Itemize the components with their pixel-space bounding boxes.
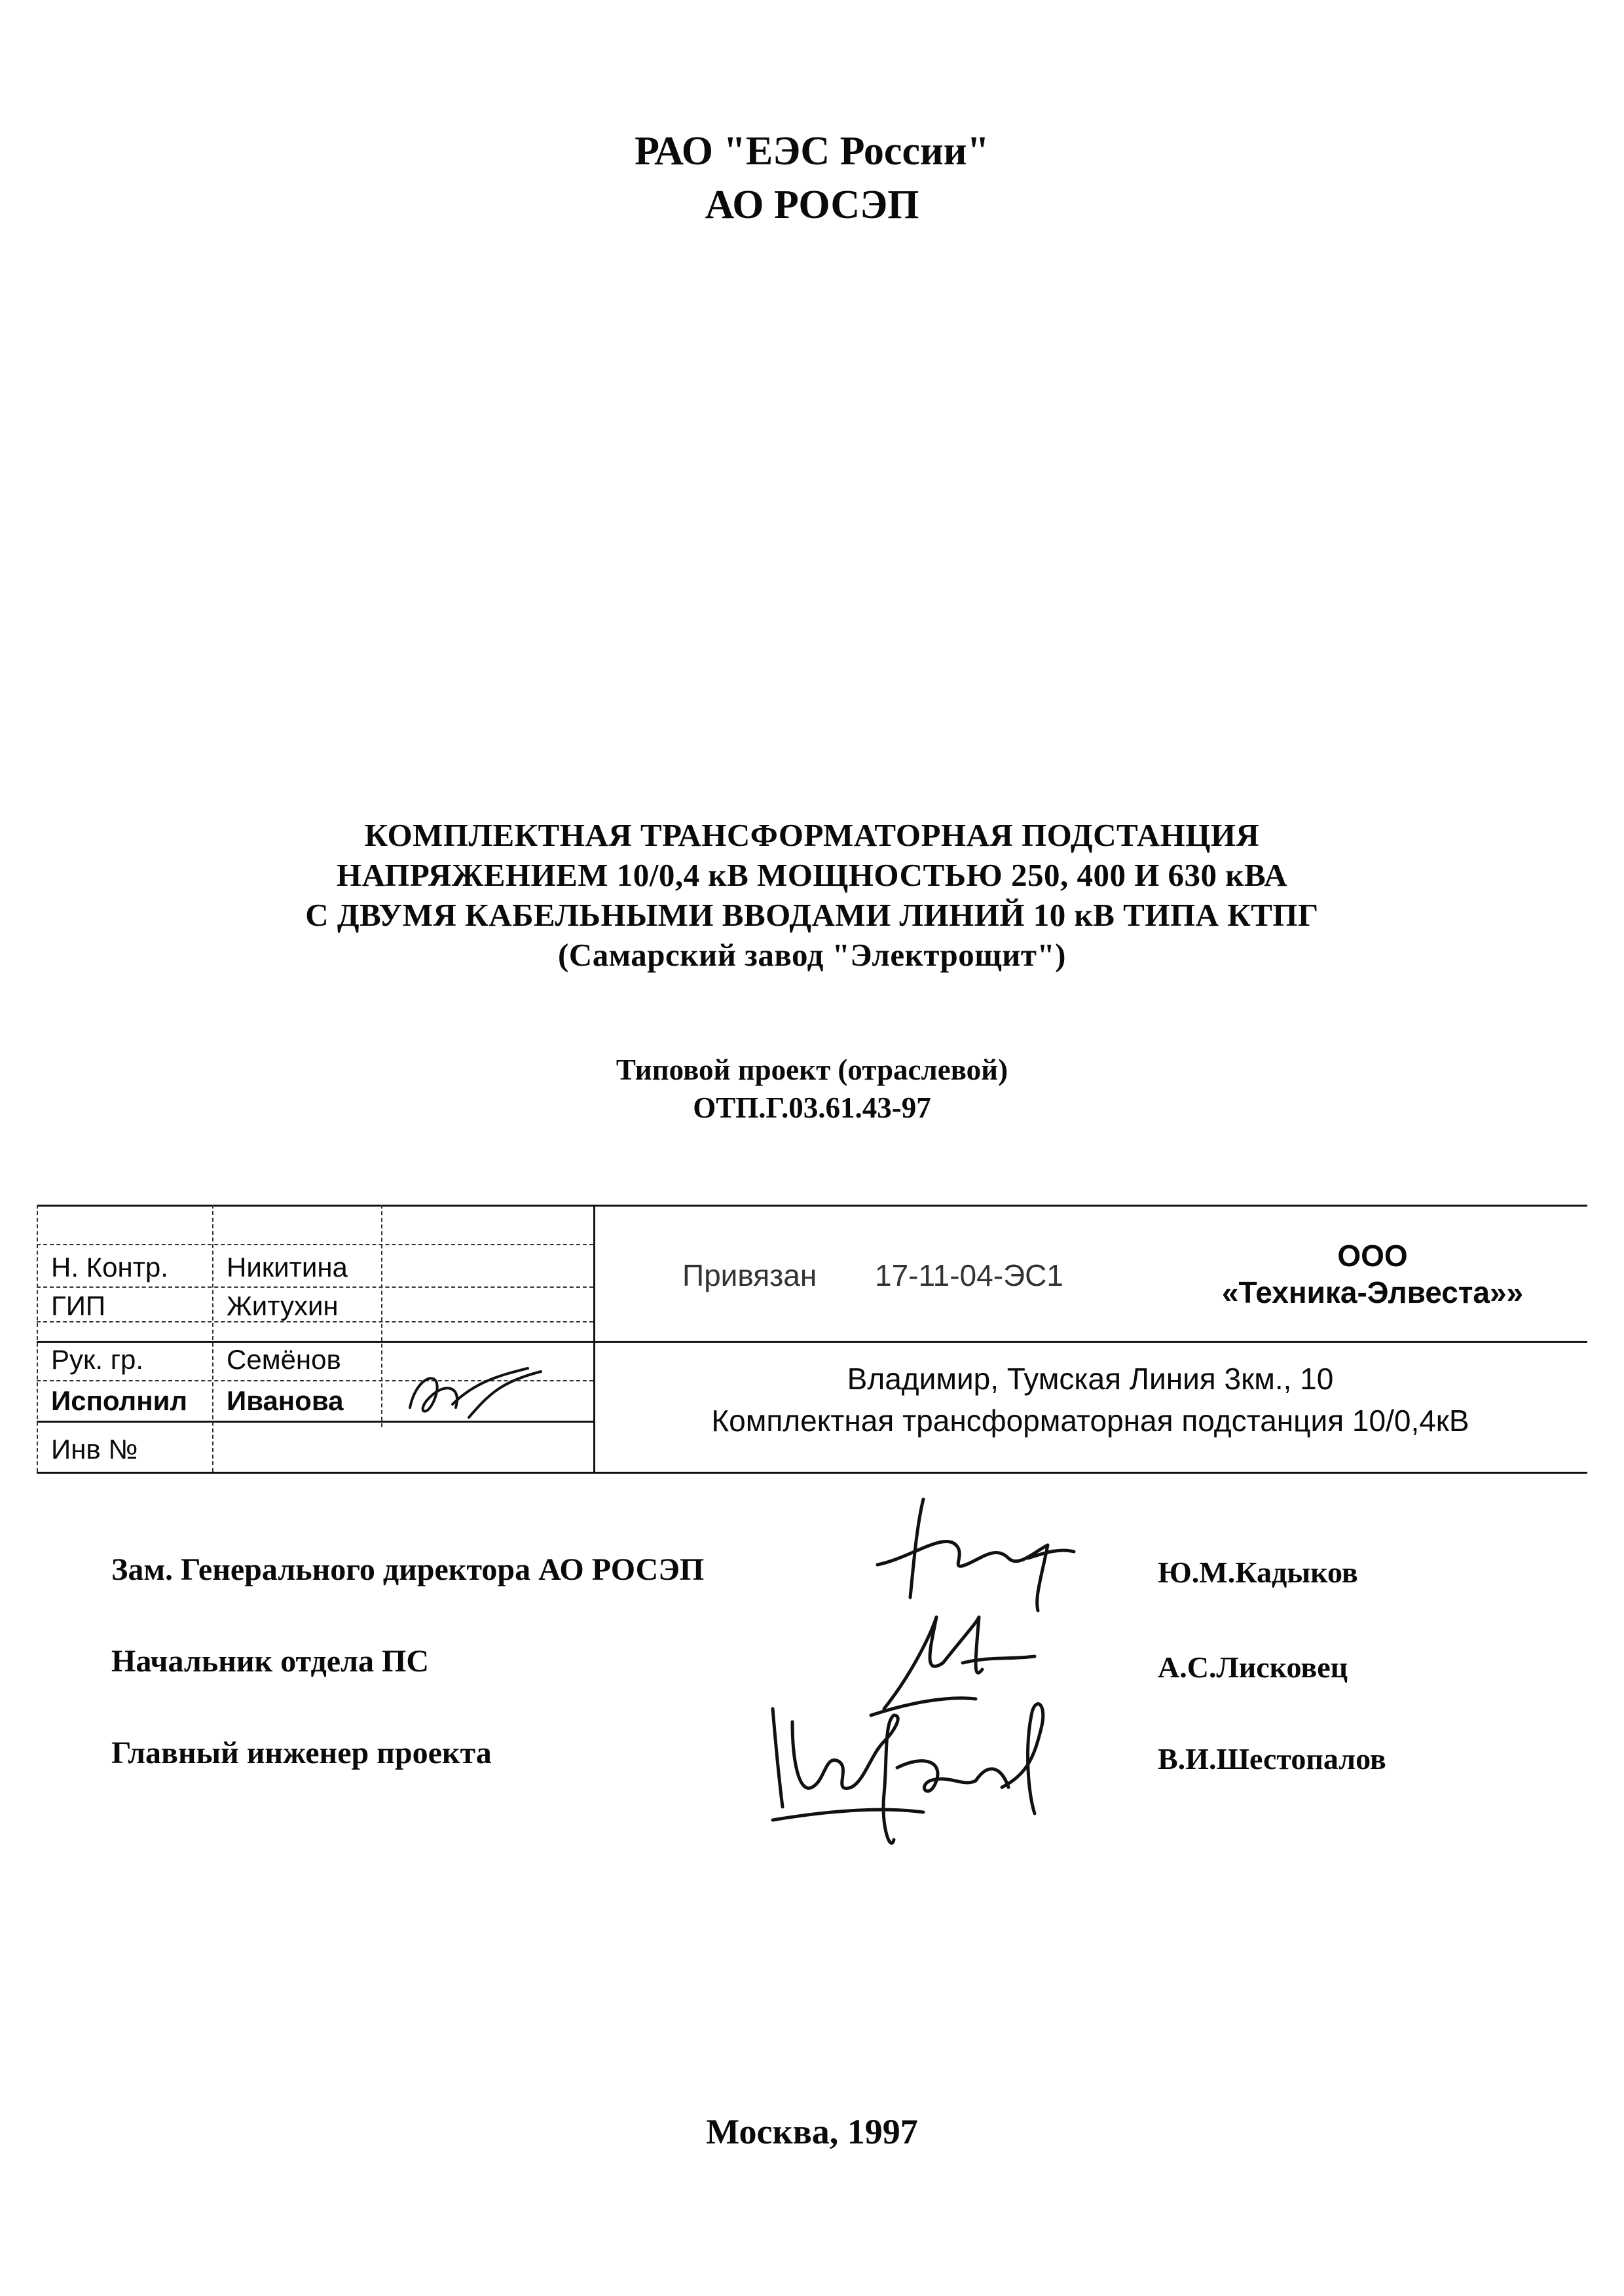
organization-header [0, 124, 1624, 232]
title-line-4: (Самарский завод "Электрощит") [557, 937, 1066, 973]
title-line-2: НАПРЯЖЕНИЕМ 10/0,4 кВ МОЩНОСТЬЮ 250, 400 И 630 кВА [336, 857, 1288, 893]
approval-name-1: Ю.М.Кадыков [1158, 1556, 1358, 1589]
stamp-role-3: Рук. гр. [51, 1344, 144, 1375]
binding-code: 17-11-04-ЭС1 [875, 1258, 1063, 1292]
stamp-name-4: Иванова [227, 1385, 344, 1416]
stamp-name-2: Житухин [227, 1290, 339, 1321]
binding-label: Привязан [682, 1258, 817, 1292]
project-type: Типовой проект (отраслевой) [616, 1053, 1008, 1086]
document-title [0, 815, 1624, 975]
stamp-object: Комплектная трансформаторная подстанция 10/0,4кВ [711, 1404, 1469, 1438]
title-line-3: С ДВУМЯ КАБЕЛЬНЫМИ ВВОДАМИ ЛИНИЙ 10 кВ ТИПА КТПГ [305, 897, 1319, 933]
stamp-location: Владимир, Тумская Линия 3км., 10 [847, 1362, 1334, 1396]
company-line-1: ООО [1337, 1239, 1408, 1273]
project-info [0, 1051, 1624, 1127]
signature-3 [753, 1676, 1094, 1859]
approval-role-1: Зам. Генерального директора АО РОСЭП [111, 1552, 705, 1587]
title-line-1: КОМПЛЕКТНАЯ ТРАНСФОРМАТОРНАЯ ПОДСТАНЦИЯ [364, 817, 1260, 853]
company-line-2: «Техника-Элвеста»» [1221, 1275, 1524, 1309]
stamp-name-1: Никитина [227, 1252, 348, 1283]
stamp-table [37, 1205, 1587, 1476]
stamp-role-4: Исполнил [51, 1385, 188, 1416]
place-year: Москва, 1997 [706, 2112, 918, 2151]
approval-role-3: Главный инженер проекта [111, 1736, 492, 1770]
approval-name-2: А.С.Лисковец [1158, 1650, 1348, 1684]
stamp-role-2: ГИП [51, 1290, 106, 1321]
stamp-role-1: Н. Контр. [51, 1252, 168, 1283]
project-code: ОТП.Г.03.61.43-97 [693, 1091, 931, 1124]
org-line-2: АО РОСЭП [705, 183, 919, 227]
approval-name-3: В.И.Шестопалов [1158, 1742, 1386, 1776]
stamp-name-3: Семёнов [227, 1344, 341, 1375]
stamp-role-5: Инв № [51, 1434, 138, 1465]
approval-role-2: Начальник отдела ПС [111, 1644, 430, 1679]
stamp-signature [390, 1355, 561, 1427]
org-line-1: РАО "ЕЭС России" [635, 129, 989, 173]
